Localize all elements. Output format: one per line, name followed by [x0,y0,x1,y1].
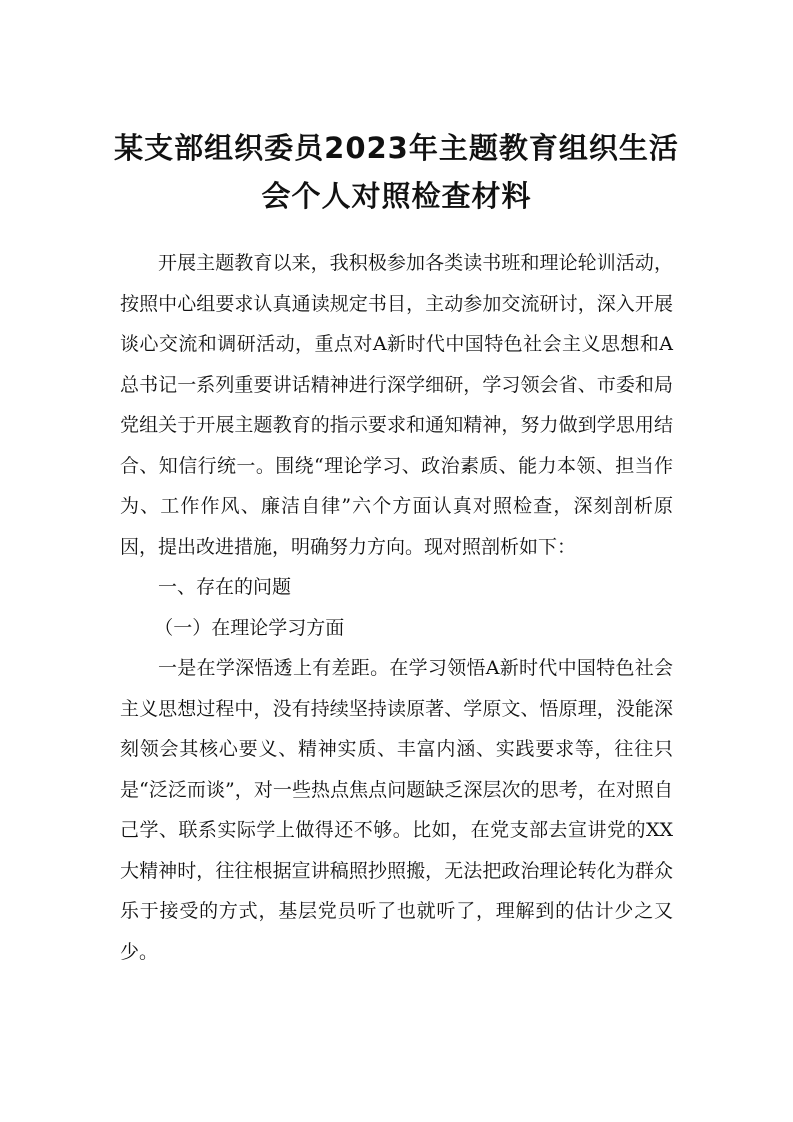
section-heading-problems: 一、存在的问题 [158,576,292,598]
paragraph-study-gap: 一是在学深悟透上有差距。在学习领悟A新时代中国特色社会主义思想过程中，没有持续坚持读原著、学原文、悟原理，没能深刻领会其核心要义、精神实质、丰富内涵、实践要求等，往往只是“泛泛而谈”，对一些热点焦点问题缺乏深层次的思考，在对照自己学、联系实际学上做得还不够。比如，在党支部去宣讲党的XX大精神时，往往根据宣讲稿照抄照搬，无法把政治理论转化为群众乐于接受的方式，基层党员听了也就听了，理解到的估计少之又少。 [120,657,673,963]
document-title [90,124,703,220]
title-line-1: 某支部组织委员2023年主题教育组织生活 [114,131,679,165]
document-body [120,243,673,972]
subsection-heading-theory-study: （一）在理论学习方面 [154,616,345,639]
intro-paragraph: 开展主题教育以来，我积极参加各类读书班和理论轮训活动，按照中心组要求认真通读规定书目，主动参加交流研讨，深入开展谈心交流和调研活动，重点对A新时代中国特色社会主义思想和A总书记一系列重要讲话精神进行深学细研，学习领会省、市委和局党组关于开展主题教育的指示要求和通知精神，努力做到学思用结合、知信行统一。围绕“理论学习、政治素质、能力本领、担当作为、工作作风、廉洁自律”六个方面认真对照检查，深刻剖析原因，提出改进措施，明确努力方向。现对照剖析如下： [120,252,673,558]
title-line-2: 会个人对照检查材料 [261,179,532,213]
